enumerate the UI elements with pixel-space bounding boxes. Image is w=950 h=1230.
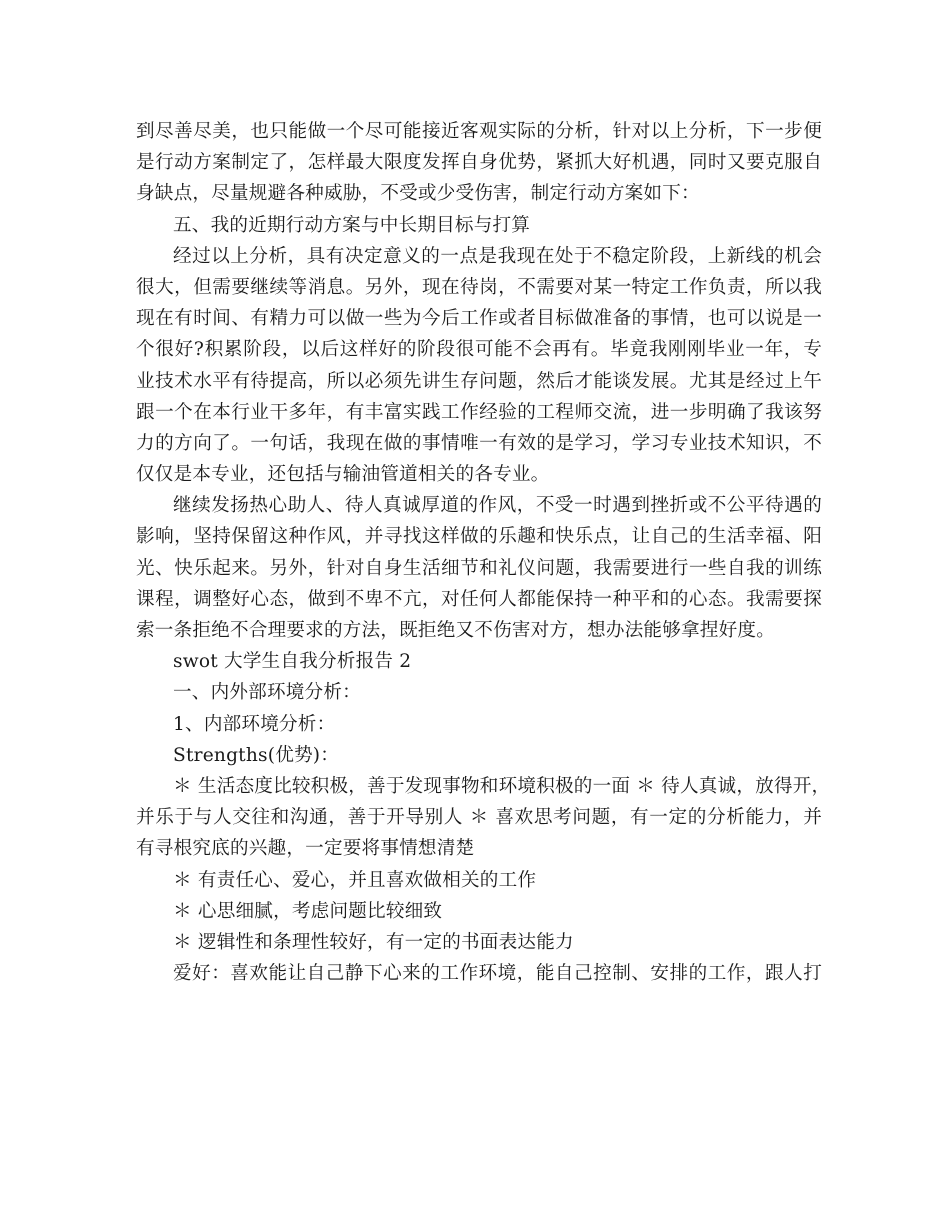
text-line: 爱好：喜欢能让自己静下心来的工作环境，能自己控制、安排的工作，跟人打: [173, 963, 822, 985]
text-line: 五、我的近期行动方案与中长期目标与打算: [173, 214, 531, 236]
text-line: 影响，坚持保留这种作风，并寻找这样做的乐趣和快乐点，让自己的生活幸福、阳: [136, 526, 822, 548]
text-line: 很大，但需要继续等消息。另外，现在待岗，不需要对某一特定工作负责，所以我: [136, 276, 822, 298]
text-line: 有寻根究底的兴趣，一定要将事情想清楚: [136, 838, 475, 860]
text-line: 仅仅是本专业，还包括与输油管道相关的各专业。: [136, 464, 550, 486]
text-line: ＊ 心思细腻，考虑问题比较细致: [173, 900, 443, 922]
text-line: 课程，调整好心态，做到不卑不亢，对任何人都能保持一种平和的心态。我需要探: [136, 588, 822, 610]
text-line: ＊ 逻辑性和条理性较好，有一定的书面表达能力: [173, 931, 574, 953]
text-line: 并乐于与人交往和沟通，善于开导别人 ＊ 喜欢思考问题，有一定的分析能力，并: [136, 807, 822, 829]
text-line: 到尽善尽美，也只能做一个尽可能接近客观实际的分析，针对以上分析，下一步便: [136, 121, 822, 142]
text-line: 身缺点，尽量规避各种威胁，不受或少受伤害，制定行动方案如下：: [136, 183, 700, 205]
text-line: swot 大学生自我分析报告 2: [173, 651, 412, 673]
body-text: [136, 116, 831, 989]
text-line: 一、内外部环境分析：: [173, 682, 361, 704]
text-line: 继续发扬热心助人、待人真诚厚道的作风，不受一时遇到挫折或不公平待遇的: [173, 495, 822, 517]
text-line: 是行动方案制定了，怎样最大限度发挥自身优势，紧抓大好机遇，同时又要克服自: [136, 152, 822, 174]
text-line: ＊ 有责任心、爱心，并且喜欢做相关的工作: [173, 869, 537, 891]
text-line: 光、快乐起来。另外，针对自身生活细节和礼仪问题，我需要进行一些自我的训练: [136, 557, 822, 579]
text-line: 现在有时间、有精力可以做一些为今后工作或者目标做准备的事情，也可以说是一: [136, 308, 822, 330]
text-line: 经过以上分析，具有决定意义的一点是我现在处于不稳定阶段，上新线的机会: [173, 245, 822, 267]
text-line: 索一条拒绝不合理要求的方法，既拒绝又不伤害对方，想办法能够拿捏好度。: [136, 620, 775, 641]
text-line: 1、内部环境分析：: [173, 713, 336, 735]
text-line: 业技术水平有待提高，所以必须先讲生存问题，然后才能谈发展。尤其是经过上午: [136, 370, 822, 392]
text-line: 个很好?积累阶段，以后这样好的阶段很可能不会再有。毕竟我刚刚毕业一年，专: [136, 339, 822, 361]
text-line: 力的方向了。一句话，我现在做的事情唯一有效的是学习，学习专业技术知识，不: [136, 432, 822, 454]
text-line: 跟一个在本行业干多年，有丰富实践工作经验的工程师交流，进一步明确了我该努: [136, 401, 822, 423]
text-line: Strengths(优势)：: [173, 744, 340, 766]
text-line: ＊ 生活态度比较积极，善于发现事物和环境积极的一面 ＊ 待人真诚，放得开，: [173, 775, 831, 797]
